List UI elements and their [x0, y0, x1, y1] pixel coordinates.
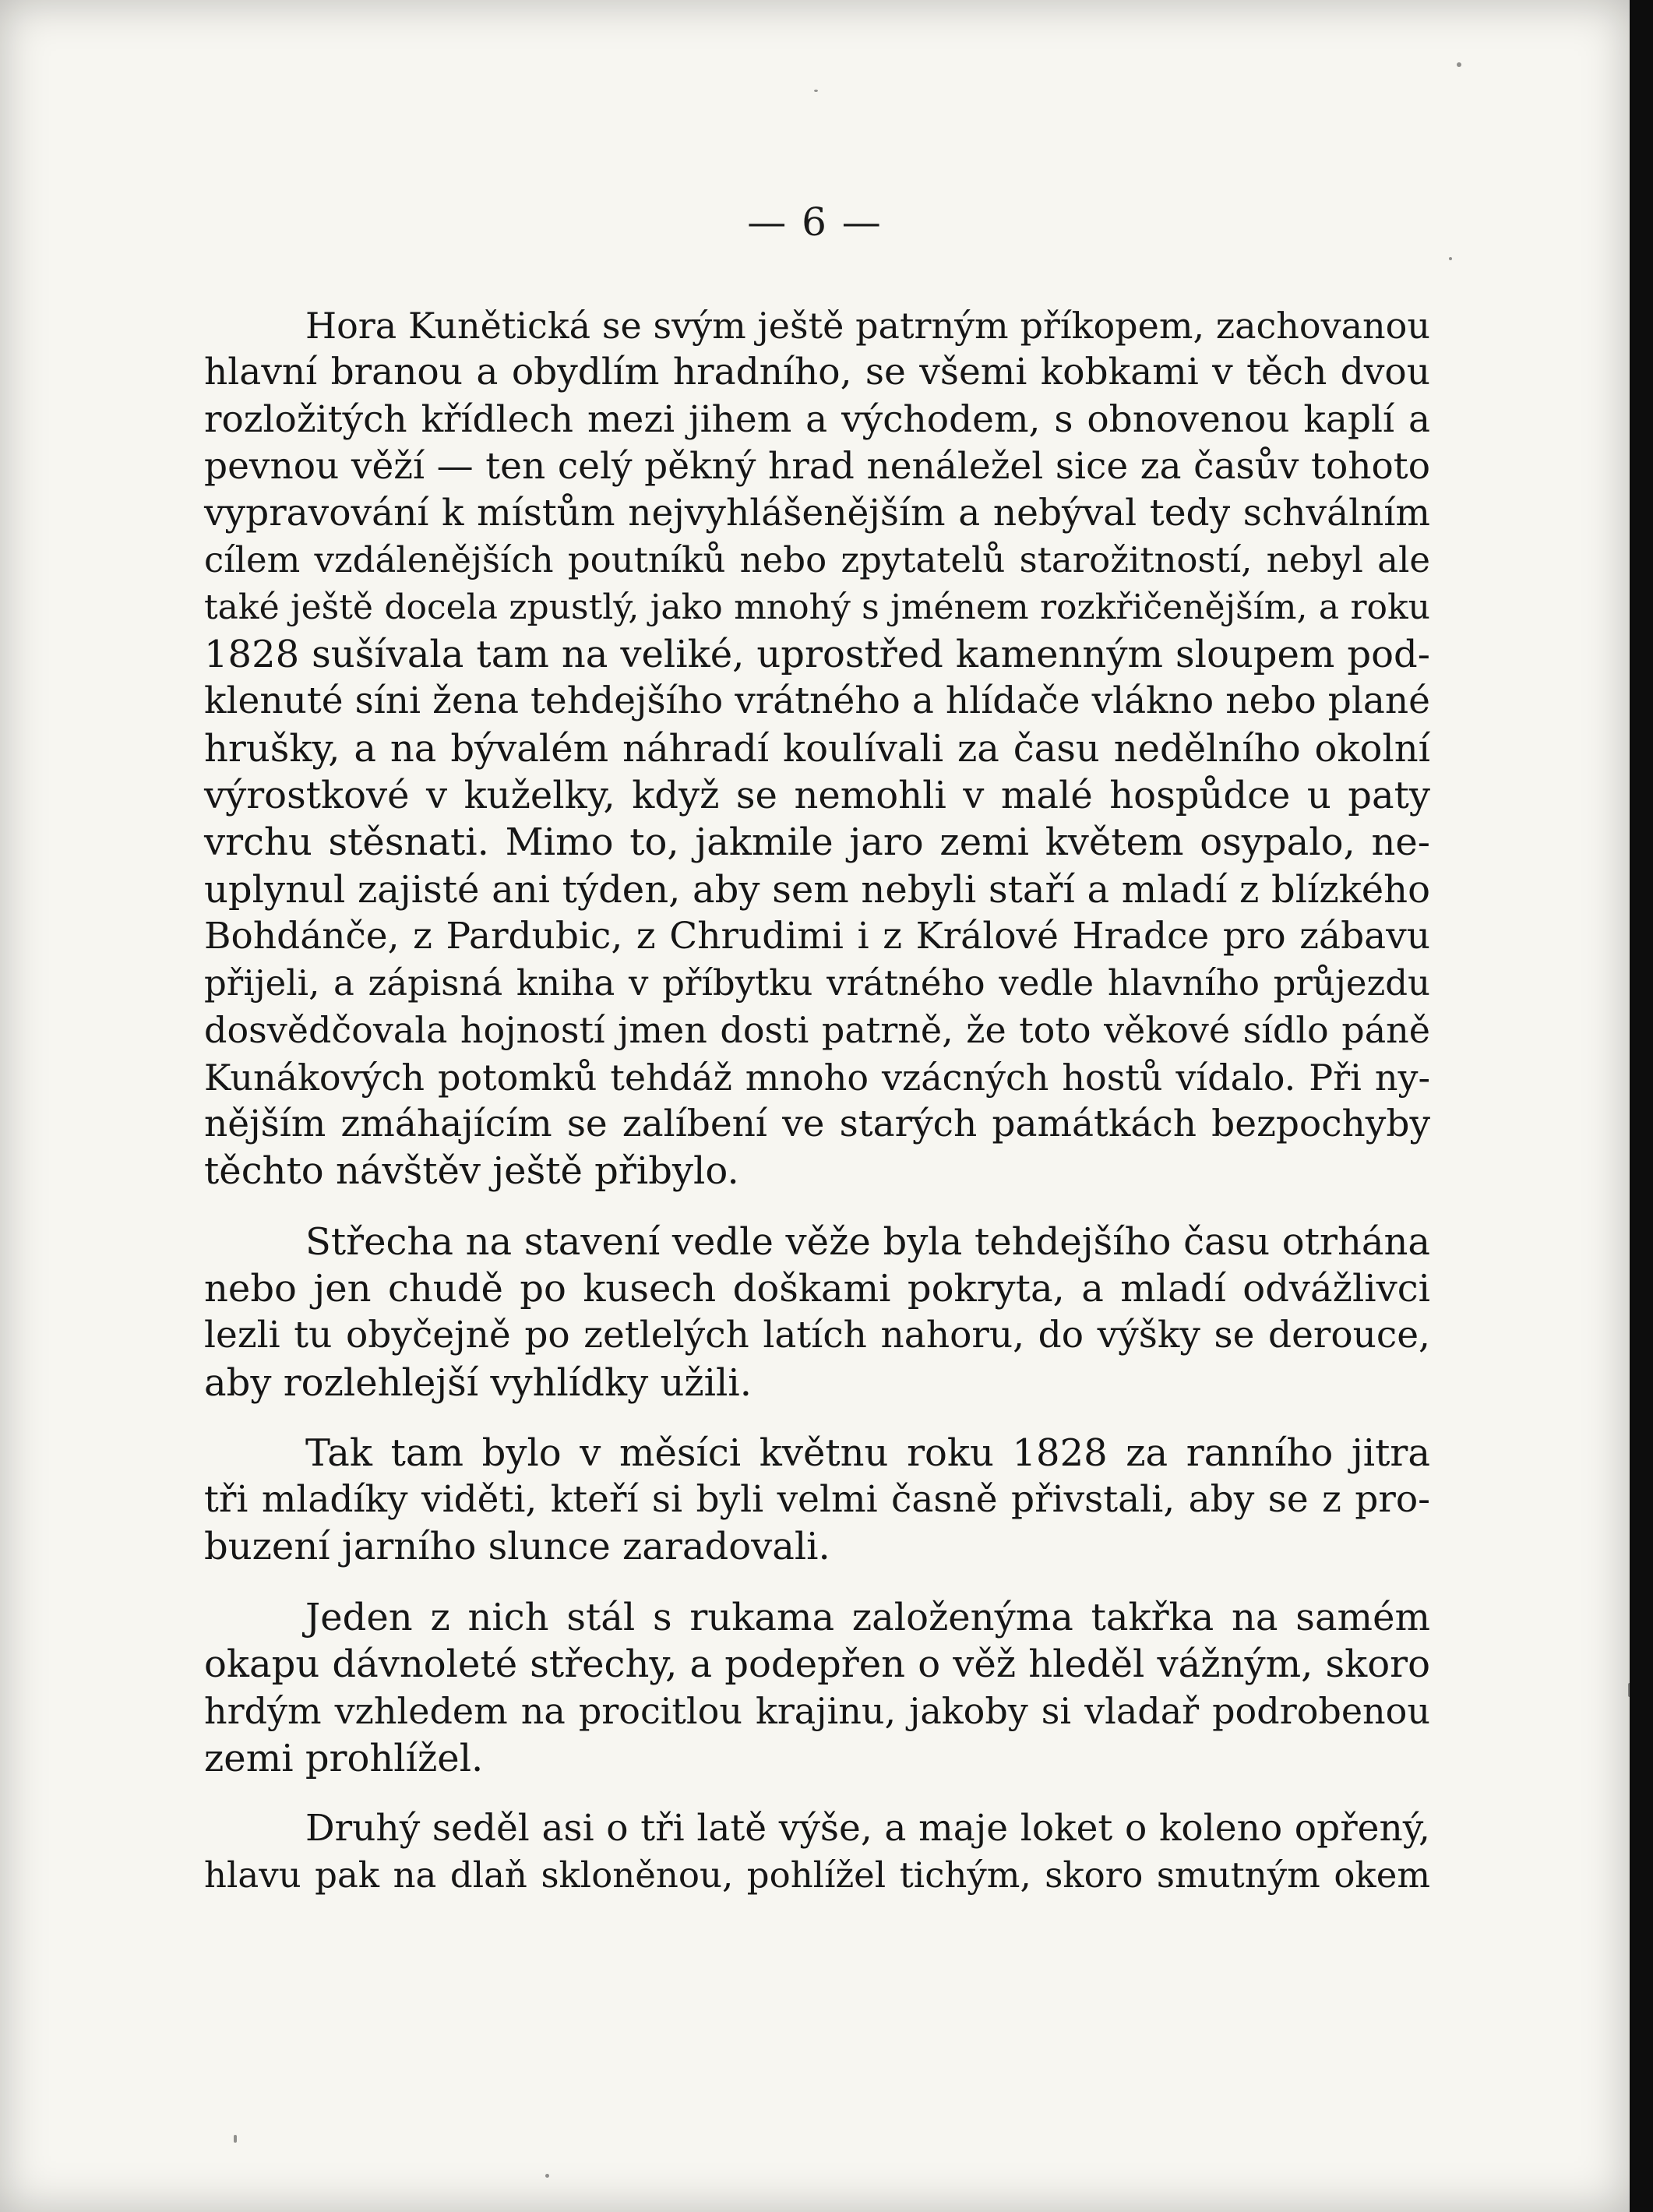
- text-line: také ještě docela zpustlý, jako mnohý s jménem rozkřičenějším, a roku: [204, 587, 1430, 627]
- paragraph: [204, 1219, 1430, 1406]
- paragraph-gap: [204, 1571, 1430, 1594]
- text-line: Bohdánče, z Pardubic, z Chrudimi i z Králové Hradce pro zábavu: [204, 914, 1430, 958]
- text-line: buzení jarního slunce zaradovali.: [204, 1525, 830, 1569]
- text-line: Kunákových potomků tehdáž mnoho vzácných hostů vídalo. Při ny-: [204, 1056, 1430, 1099]
- text-line: 1828 sušívala tam na veliké, uprostřed kamenným sloupem pod-: [204, 633, 1430, 677]
- paragraph-gap: [204, 1195, 1430, 1219]
- text-line: Jeden z nich stál s rukama založenýma takřka na samém: [305, 1595, 1430, 1639]
- text-line: Druhý seděl asi o tři latě výše, a maje loket o koleno opřený,: [305, 1806, 1430, 1850]
- text-line: nebo jen chudě po kusech doškami pokryta, a mladí odvážlivci: [204, 1266, 1430, 1311]
- text-line: hlavu pak na dlaň skloněnou, pohlížel tichým, skoro smutným okem: [204, 1854, 1430, 1896]
- scan-border: [1630, 0, 1653, 2212]
- text-line: těchto návštěv ještě přibylo.: [204, 1149, 739, 1194]
- text-line: hrušky, a na bývalém náhradí koulívali za času nedělního okolní: [204, 726, 1430, 771]
- text-line: výrostkové v kuželky, když se nemohli v malé hospůdce u paty: [204, 773, 1430, 817]
- text-line: lezli tu obyčejně po zetlelých latích nahoru, do výšky se derouce,: [204, 1314, 1430, 1357]
- paragraph-gap: [204, 1406, 1430, 1430]
- text-line: hrdým vzhledem na procitlou krajinu, jakoby si vladař podrobenou: [204, 1690, 1430, 1733]
- text-line: okapu dávnoleté střechy, a podepřen o věž hleděl vážným, skoro: [204, 1642, 1430, 1687]
- paragraph: [204, 1805, 1430, 1900]
- text-line: vypravování k místům nejvyhlášenějším a nebýval tedy schválním: [204, 492, 1430, 535]
- text-line: tři mladíky viděti, kteří si byli velmi časně přivstali, aby se z pro-: [204, 1478, 1430, 1522]
- text-line: pevnou věží — ten celý pěkný hrad nenáležel sice za časův tohoto: [204, 444, 1430, 488]
- text-line: nějším zmáhajícím se zalíbení ve starých památkách bezpochyby: [204, 1102, 1430, 1146]
- dust-speck: [1457, 62, 1461, 67]
- paragraph-gap: [204, 1782, 1430, 1805]
- body-text: [204, 302, 1430, 1900]
- text-line: Střecha na stavení vedle věže byla tehdejšího času otrhána: [305, 1219, 1430, 1264]
- dust-speck: [545, 2174, 549, 2178]
- text-line: Hora Kunětická se svým ještě patrným příkopem, zachovanou: [305, 305, 1430, 347]
- dust-speck: [1449, 257, 1452, 260]
- dust-speck: [234, 2135, 237, 2143]
- text-line: aby rozlehlejší vyhlídky užili.: [204, 1360, 752, 1405]
- text-line: hlavní branou a obydlím hradního, se všemi kobkami v těch dvou: [204, 351, 1430, 394]
- paragraph: [204, 302, 1430, 1195]
- text-line: přijeli, a zápisná kniha v příbytku vrátného vedle hlavního průjezdu: [204, 962, 1430, 1004]
- text-line: rozložitých křídlech mezi jihem a východem, s obnovenou kaplí a: [204, 397, 1430, 441]
- text-line: dosvědčovala hojností jmen dosti patrně, že toto věkové sídlo páně: [204, 1009, 1430, 1052]
- text-line: cílem vzdálenějších poutníků nebo zpytatelů starožitností, nebyl ale: [204, 539, 1430, 581]
- text-line: zemi prohlížel.: [204, 1736, 484, 1780]
- paragraph: [204, 1594, 1430, 1782]
- text-line: vrchu stěsnati. Mimo to, jakmile jaro zemi květem osypalo, ne-: [204, 820, 1430, 865]
- paragraph: [204, 1430, 1430, 1571]
- text-line: klenuté síni žena tehdejšího vrátného a hlídače vlákno nebo plané: [204, 679, 1430, 723]
- dust-speck: [814, 90, 818, 92]
- text-line: uplynul zajisté ani týden, aby sem nebyli staří a mladí z blízkého: [204, 867, 1430, 912]
- page-number: — 6 —: [747, 199, 883, 245]
- text-line: Tak tam bylo v měsíci květnu roku 1828 za ranního jitra: [305, 1431, 1430, 1475]
